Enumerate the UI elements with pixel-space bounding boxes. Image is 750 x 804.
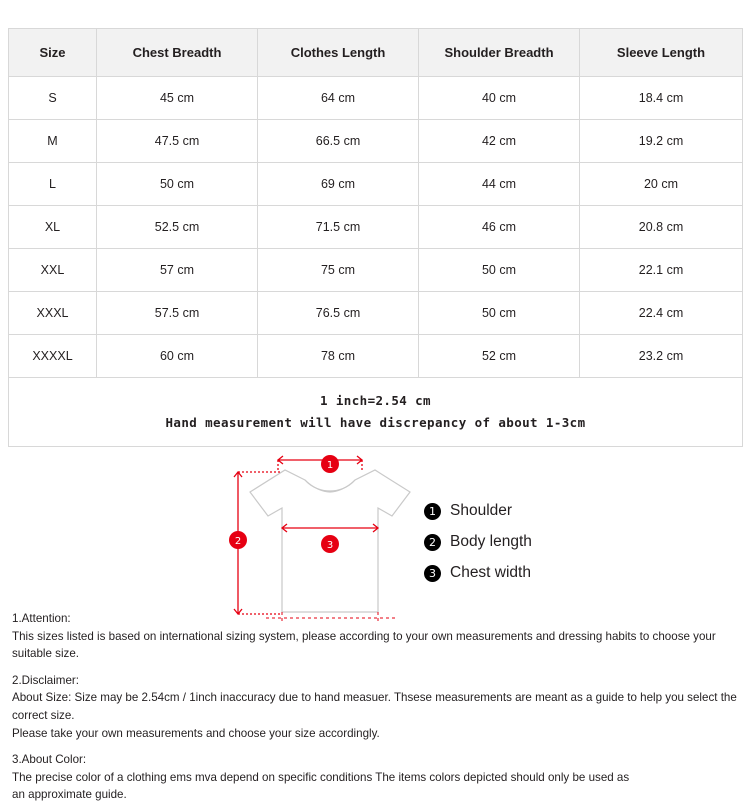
cell-sleeve-length: 18.4 cm <box>580 77 743 120</box>
cell-clothes-length: 71.5 cm <box>258 206 419 249</box>
about-color-block <box>12 751 742 804</box>
cell-sleeve-length: 22.4 cm <box>580 292 743 335</box>
cell-clothes-length: 76.5 cm <box>258 292 419 335</box>
legend-item-shoulder <box>424 502 624 520</box>
disclaimer-title: 2.Disclaimer: <box>12 673 79 687</box>
cell-chest-breadth: 45 cm <box>97 77 258 120</box>
footer-notes <box>12 610 742 804</box>
column-header-clothes-length: Clothes Length <box>258 29 419 77</box>
attention-body: This sizes listed is based on international sizing system, please according to your own measurements and dressing habits to choose your suitable size. <box>12 629 716 661</box>
legend-label-chest-width: Chest width <box>450 564 531 581</box>
hand-measurement-note: Hand measurement will have discrepancy of about 1-3cm <box>165 415 586 430</box>
cell-chest-breadth: 50 cm <box>97 163 258 206</box>
cell-shoulder-breadth: 42 cm <box>419 120 580 163</box>
inch-conversion-note: 1 inch=2.54 cm <box>320 393 431 409</box>
diagram-marker-3 <box>321 535 339 553</box>
measurement-legend <box>424 502 624 595</box>
table-row <box>9 163 743 206</box>
legend-number-1-icon: 1 <box>424 503 441 520</box>
cell-clothes-length: 75 cm <box>258 249 419 292</box>
about-color-line-2: an approximate guide. <box>12 788 127 802</box>
cell-sleeve-length: 20 cm <box>580 163 743 206</box>
cell-sleeve-length: 22.1 cm <box>580 249 743 292</box>
top-width-arrow <box>278 456 362 470</box>
table-row <box>9 206 743 249</box>
legend-item-chest-width <box>424 564 624 582</box>
cell-clothes-length: 78 cm <box>258 335 419 378</box>
cell-chest-breadth: 57.5 cm <box>97 292 258 335</box>
disclaimer-block <box>12 672 742 742</box>
measurement-note-cell <box>9 378 743 447</box>
cell-size: M <box>9 120 97 163</box>
size-chart-table-container <box>8 28 742 447</box>
diagram-marker-1 <box>321 455 339 473</box>
cell-chest-breadth: 57 cm <box>97 249 258 292</box>
about-color-line-1: The precise color of a clothing ems mva depend on specific conditions The items colors depicted should only be used as <box>12 770 630 784</box>
cell-shoulder-breadth: 44 cm <box>419 163 580 206</box>
cell-clothes-length: 69 cm <box>258 163 419 206</box>
column-header-chest-breadth: Chest Breadth <box>97 29 258 77</box>
cell-size: XXL <box>9 249 97 292</box>
cell-chest-breadth: 60 cm <box>97 335 258 378</box>
cell-sleeve-length: 20.8 cm <box>580 206 743 249</box>
table-row <box>9 335 743 378</box>
table-header-row <box>9 29 743 77</box>
column-header-size: Size <box>9 29 97 77</box>
diagram-marker-2 <box>229 531 247 549</box>
size-chart-table <box>8 28 743 447</box>
disclaimer-line-2: Please take your own measurements and choose your size accordingly. <box>12 726 380 740</box>
table-row <box>9 292 743 335</box>
cell-sleeve-length: 23.2 cm <box>580 335 743 378</box>
table-note-row <box>9 378 743 447</box>
cell-clothes-length: 66.5 cm <box>258 120 419 163</box>
cell-shoulder-breadth: 50 cm <box>419 292 580 335</box>
cell-size: XL <box>9 206 97 249</box>
cell-shoulder-breadth: 50 cm <box>419 249 580 292</box>
cell-size: XXXL <box>9 292 97 335</box>
cell-size: S <box>9 77 97 120</box>
marker-1-label: 1 <box>326 460 334 471</box>
cell-size: L <box>9 163 97 206</box>
marker-3-label: 3 <box>326 540 334 551</box>
column-header-sleeve-length: Sleeve Length <box>580 29 743 77</box>
cell-shoulder-breadth: 52 cm <box>419 335 580 378</box>
cell-chest-breadth: 47.5 cm <box>97 120 258 163</box>
attention-block <box>12 610 742 663</box>
cell-clothes-length: 64 cm <box>258 77 419 120</box>
table-row <box>9 249 743 292</box>
legend-label-shoulder: Shoulder <box>450 502 513 519</box>
legend-label-body-length: Body length <box>450 533 532 550</box>
cell-shoulder-breadth: 46 cm <box>419 206 580 249</box>
column-header-shoulder-breadth: Shoulder Breadth <box>419 29 580 77</box>
marker-2-label: 2 <box>234 536 242 547</box>
cell-size: XXXXL <box>9 335 97 378</box>
table-row <box>9 77 743 120</box>
table-row <box>9 120 743 163</box>
cell-sleeve-length: 19.2 cm <box>580 120 743 163</box>
disclaimer-line-1: About Size: Size may be 2.54cm / 1inch inaccuracy due to hand measuer. Thsese measurements are meant as a guide to help you select the correct size. <box>12 691 737 723</box>
cell-chest-breadth: 52.5 cm <box>97 206 258 249</box>
about-color-title: 3.About Color: <box>12 753 87 767</box>
attention-title: 1.Attention: <box>12 612 71 625</box>
legend-item-body-length <box>424 533 624 551</box>
legend-number-3-icon: 3 <box>424 565 441 582</box>
legend-number-2-icon: 2 <box>424 534 441 551</box>
cell-shoulder-breadth: 40 cm <box>419 77 580 120</box>
